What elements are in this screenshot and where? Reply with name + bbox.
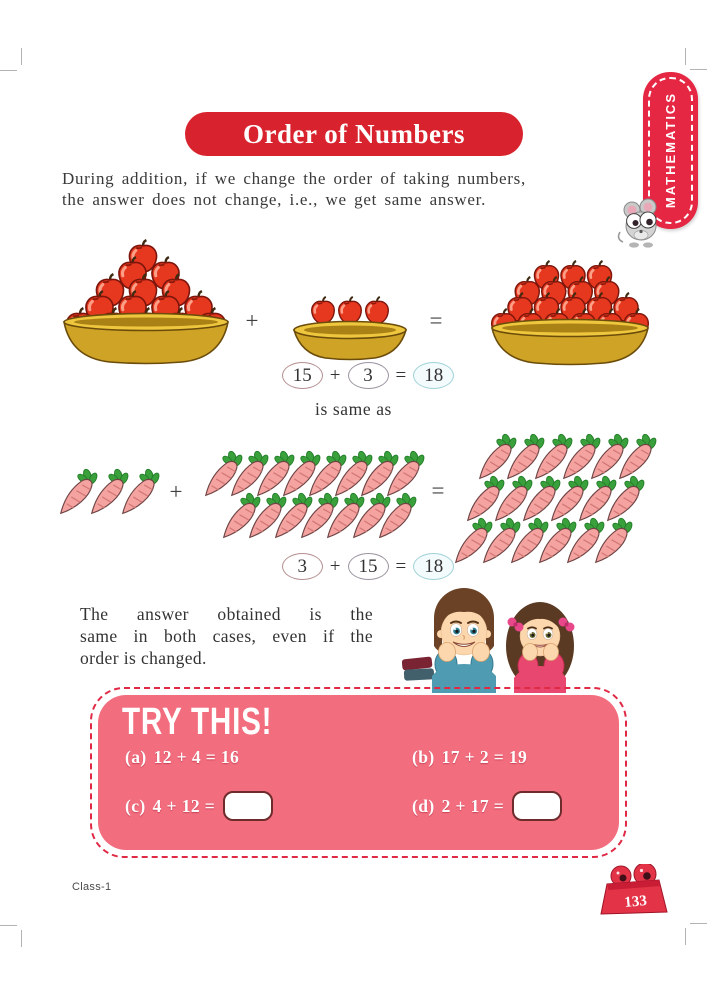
crop-mark [690, 923, 707, 924]
plus-sign: + [329, 555, 341, 577]
connector-text: is same as [315, 399, 392, 419]
item-expression: 12 + 4 = 16 [153, 747, 240, 767]
item-label: (b) [412, 747, 435, 767]
intro-paragraph [62, 168, 656, 210]
crop-mark [685, 48, 686, 65]
crop-mark [690, 69, 707, 70]
item-label: (a) [125, 747, 147, 767]
exercise-item-a [125, 747, 239, 768]
crop-mark [21, 48, 22, 65]
exercise-item-b [412, 747, 527, 768]
equals-sign: = [395, 555, 407, 577]
try-this-panel [90, 687, 627, 858]
crop-mark [0, 925, 17, 926]
page-number-badge [597, 864, 669, 916]
try-this-heading: TRY THIS! [122, 701, 273, 743]
conclusion-line: same in both cases, even if the [80, 626, 373, 646]
exercise-item-d [412, 791, 562, 821]
plus-sign: + [169, 479, 183, 504]
plus-sign: + [329, 364, 341, 386]
plus-sign: + [245, 308, 259, 333]
conclusion-paragraph [80, 603, 373, 669]
result-oval: 18 [413, 553, 454, 580]
item-expression: 17 + 2 = 19 [441, 747, 528, 767]
operand-oval: 3 [282, 553, 323, 580]
class-label: Class-1 [72, 881, 112, 893]
item-label: (d) [412, 795, 435, 816]
equals-sign: = [431, 478, 445, 503]
conclusion-line: The answer obtained is the [80, 604, 373, 624]
exercise-item-c [125, 791, 273, 821]
girl [506, 602, 575, 693]
result-oval: 18 [413, 362, 454, 389]
item-expression: 2 + 17 = [441, 795, 505, 816]
chapter-title: Order of Numbers [243, 118, 465, 149]
chapter-title-banner [185, 112, 523, 156]
item-label: (c) [125, 795, 146, 816]
intro-line: the answer does not change, i.e., we get same answer. [62, 190, 487, 209]
answer-box-c[interactable] [223, 791, 273, 821]
operand-oval: 15 [282, 362, 323, 389]
item-expression: 4 + 12 = [152, 795, 216, 816]
operand-oval: 3 [348, 362, 389, 389]
boy [432, 588, 496, 693]
crop-mark [0, 70, 17, 71]
carrots-illustration [0, 428, 707, 568]
crop-mark [21, 930, 22, 947]
subject-label: MATHEMATICS [663, 92, 678, 209]
crop-mark [685, 928, 686, 945]
answer-box-d[interactable] [512, 791, 562, 821]
books [402, 656, 434, 680]
kids-illustration [402, 580, 608, 693]
equals-sign: = [429, 308, 443, 333]
carrot-equation [213, 553, 523, 580]
conclusion-line: order is changed. [80, 648, 207, 668]
equals-sign: = [395, 364, 407, 386]
apples-illustration [0, 222, 707, 367]
apple-equation [213, 362, 523, 389]
intro-line: During addition, if we change the order of taking numbers, [62, 169, 526, 188]
page-number: 133 [623, 893, 648, 911]
operand-oval: 15 [348, 553, 389, 580]
